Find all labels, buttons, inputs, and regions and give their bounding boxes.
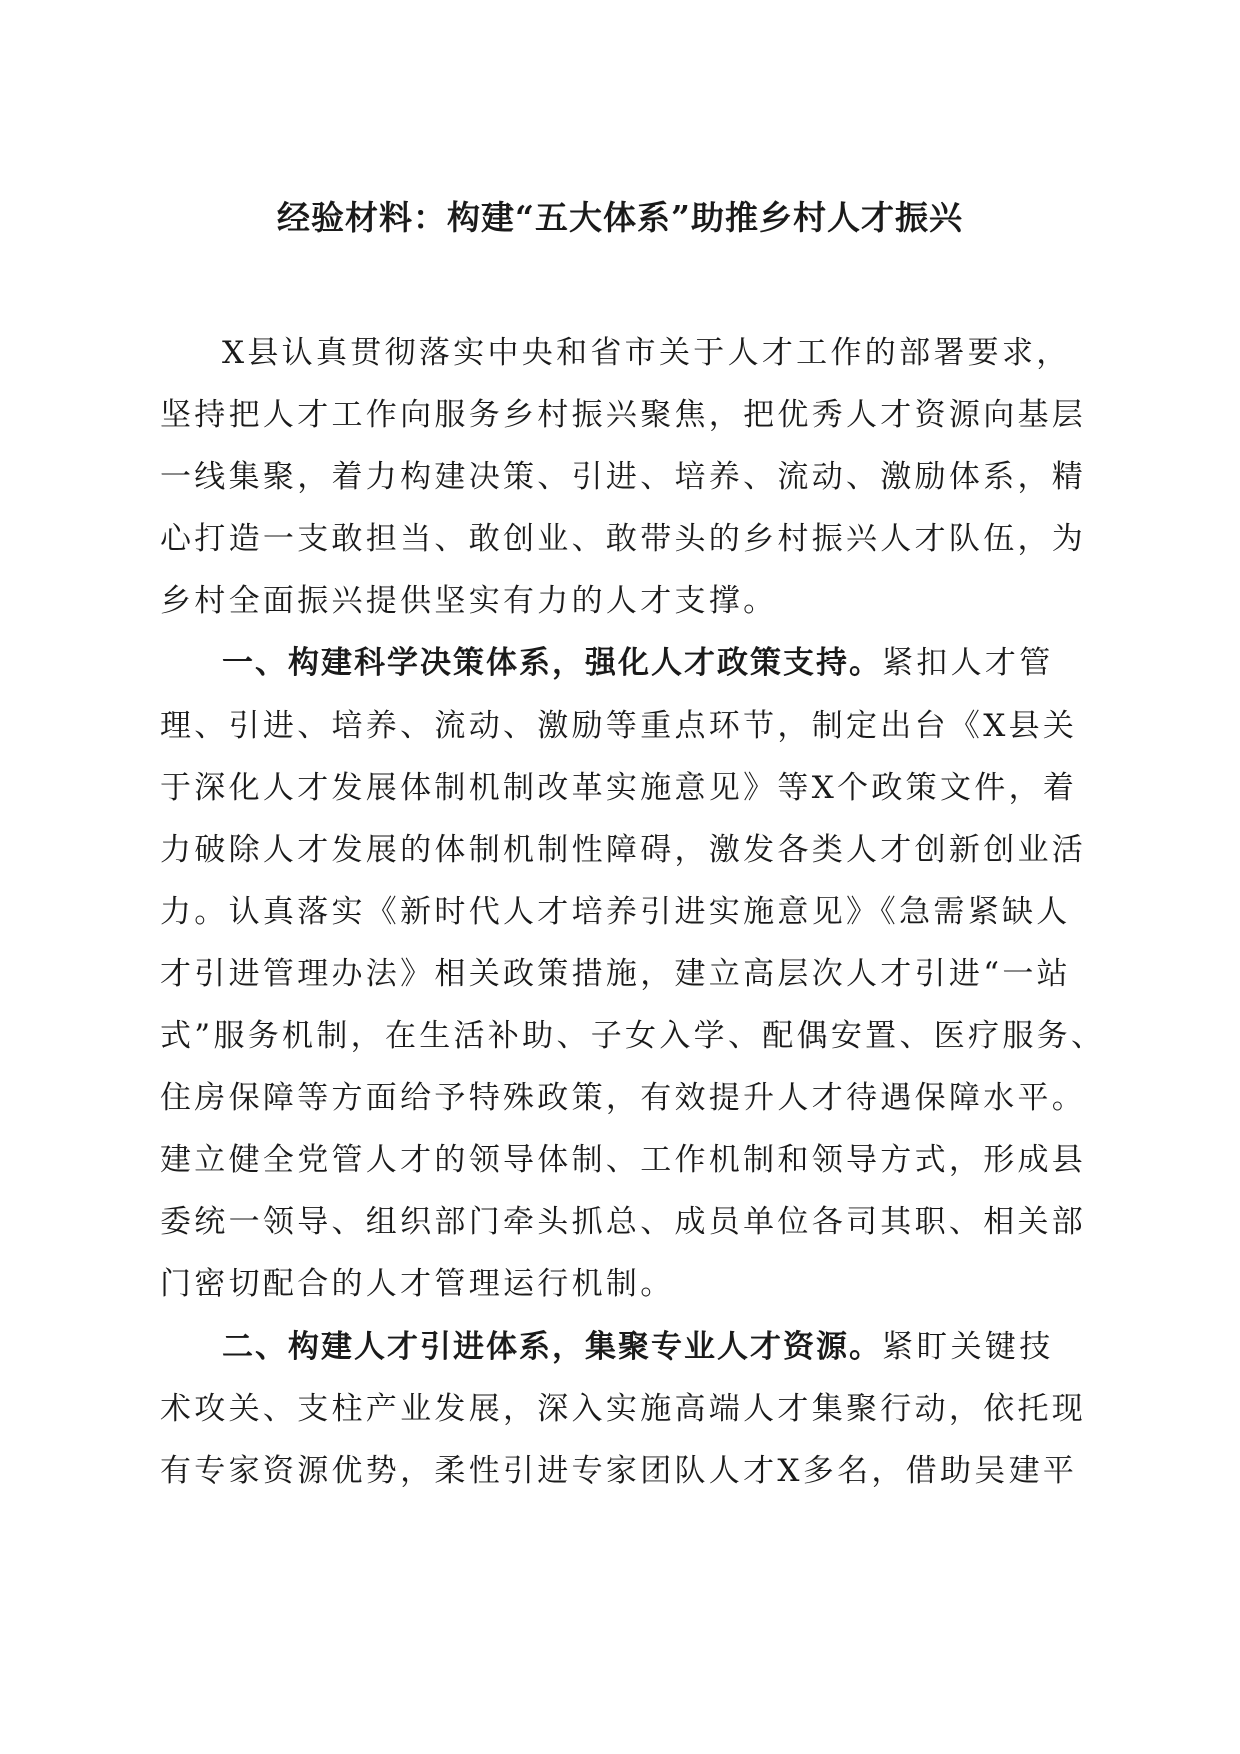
text-line	[160, 632, 1080, 694]
line-text: 力。认真落实《新时代人才培养引进实施意见》《急需紧缺人	[160, 893, 1071, 930]
line-text: 于深化人才发展体制机制改革实施意见》等X个政策文件，着	[160, 769, 1078, 806]
line-text: 紧盯关键技	[882, 1328, 1054, 1365]
line-text: 乡村全面振兴提供坚实有力的人才支撑。	[160, 583, 778, 620]
text-line	[160, 384, 1087, 446]
text-line	[160, 757, 1080, 819]
text-line	[160, 446, 1087, 508]
text-line	[160, 1191, 1087, 1253]
line-text: 理、引进、培养、流动、激励等重点环节，制定出台《X县关	[160, 707, 1078, 744]
line-text: 住房保障等方面给予特殊政策，有效提升人才待遇保障水平。	[160, 1080, 1087, 1117]
text-line	[160, 881, 1080, 943]
text-line	[160, 1316, 1080, 1378]
line-text: 术攻关、支柱产业发展，深入实施高端人才集聚行动，依托现	[160, 1390, 1087, 1427]
document-title: 经验材料：构建“五大体系”助推乡村人才振兴	[277, 198, 963, 237]
section-heading: 二、构建人才引进体系，集聚专业人才资源。	[222, 1328, 882, 1365]
text-line	[160, 1067, 1087, 1129]
text-line	[160, 1440, 1080, 1502]
line-text: 门密切配合的人才管理运行机制。	[160, 1266, 675, 1303]
line-text: 建立健全党管人才的领导体制、工作机制和领导方式，形成县	[160, 1142, 1087, 1179]
line-text: 坚持把人才工作向服务乡村振兴聚焦，把优秀人才资源向基层	[160, 397, 1087, 434]
line-text: 才引进管理办法》相关政策措施，建立高层次人才引进“一站	[160, 955, 1071, 992]
text-line	[160, 695, 1080, 757]
text-line	[160, 1253, 1080, 1315]
text-line	[160, 508, 1087, 570]
line-text: 有专家资源优势，柔性引进专家团队人才X多名，借助吴建平	[160, 1452, 1078, 1489]
text-line	[160, 1129, 1087, 1191]
line-text: 心打造一支敢担当、敢创业、敢带头的乡村振兴人才队伍，为	[160, 521, 1087, 558]
line-text: 式”服务机制，在生活补助、子女入学、配偶安置、医疗服务、	[160, 1018, 1106, 1055]
line-text: X县认真贯彻落实中央和省市关于人才工作的部署要求，	[222, 335, 1071, 371]
line-text: 力破除人才发展的体制机制性障碍，激发各类人才创新创业活	[160, 831, 1087, 868]
line-text: 委统一领导、组织部门牵头抓总、成员单位各司其职、相关部	[160, 1204, 1087, 1241]
line-text: 一线集聚，着力构建决策、引进、培养、流动、激励体系，精	[160, 459, 1087, 496]
line-text: 紧扣人才管	[882, 645, 1054, 682]
section-heading: 一、构建科学决策体系，强化人才政策支持。	[222, 645, 882, 682]
document-body	[160, 322, 1106, 1502]
text-line	[160, 943, 1080, 1005]
text-line	[160, 570, 1080, 632]
text-line	[160, 819, 1087, 881]
text-line	[160, 1378, 1087, 1440]
text-line	[160, 1005, 1106, 1067]
text-line	[160, 322, 1080, 384]
